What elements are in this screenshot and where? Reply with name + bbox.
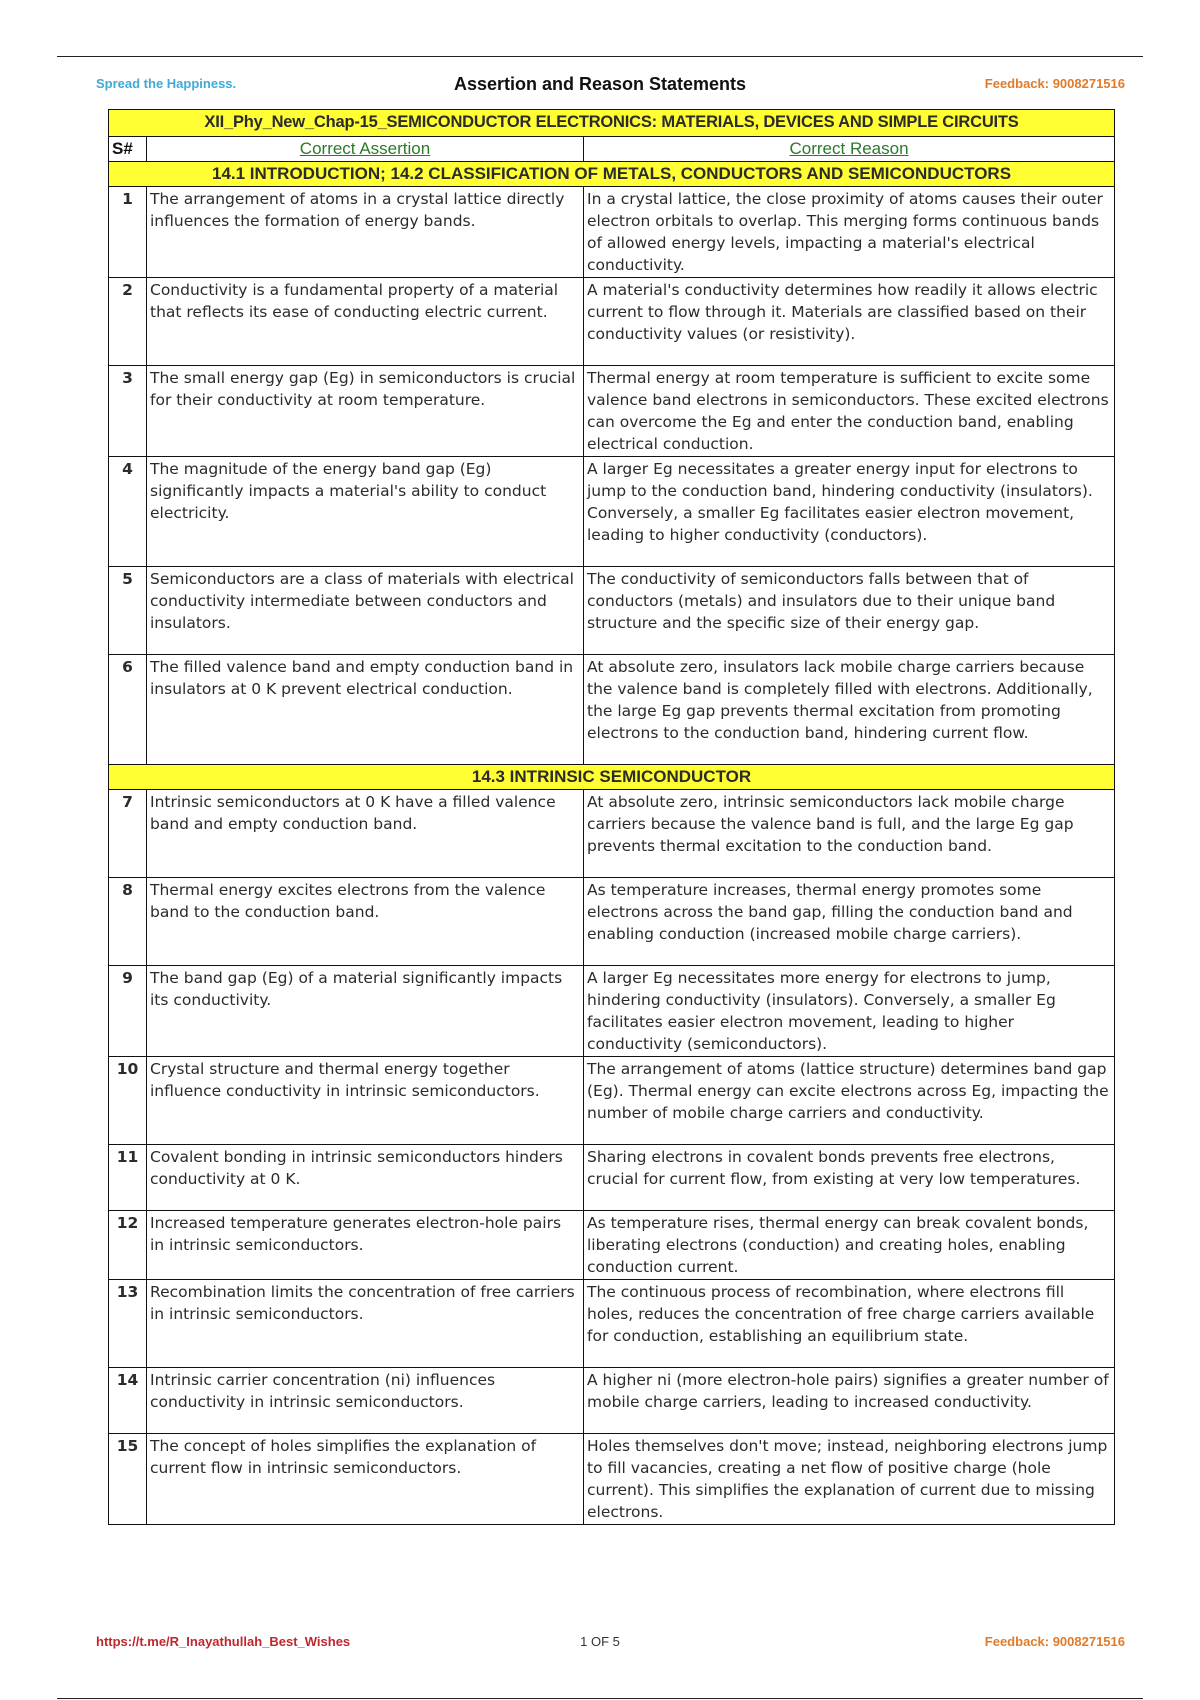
reason-cell: In a crystal lattice, the close proximity of atoms causes their outer electron orbitals to overlap. This merging forms continuous bands of allowed energy levels, impacting a material's electrical conductivity. — [584, 187, 1115, 278]
row-number: 9 — [109, 966, 147, 1057]
top-rule — [57, 56, 1143, 57]
row-number: 12 — [109, 1211, 147, 1280]
row-number: 14 — [109, 1368, 147, 1434]
reason-cell: A larger Eg necessitates more energy for electrons to jump, hindering conductivity (insulators). Conversely, a smaller Eg facilitates easier electron movement, leading to higher conductivity (semiconductors). — [584, 966, 1115, 1057]
telegram-link[interactable]: https://t.me/R_Inayathullah_Best_Wishes — [96, 1634, 351, 1649]
table-row — [109, 1211, 1115, 1280]
table-title: XII_Phy_New_Chap-15_SEMICONDUCTOR ELECTRONICS: MATERIALS, DEVICES AND SIMPLE CIRCUITS — [109, 110, 1115, 137]
reason-cell: As temperature rises, thermal energy can break covalent bonds, liberating electrons (conduction) and creating holes, enabling conduction current. — [584, 1211, 1115, 1280]
reason-cell: A higher ni (more electron-hole pairs) signifies a greater number of mobile charge carriers, leading to increased conductivity. — [584, 1368, 1115, 1434]
reason-cell: The arrangement of atoms (lattice structure) determines band gap (Eg). Thermal energy can excite electrons across Eg, impacting the number of mobile charge carriers and conductivity. — [584, 1057, 1115, 1145]
table-row — [109, 966, 1115, 1057]
row-number: 4 — [109, 457, 147, 567]
reason-cell: At absolute zero, insulators lack mobile charge carriers because the valence band is completely filled with electrons. Additionally, the large Eg gap prevents thermal excitation from promoting electrons to the conduction band, hindering current flow. — [584, 655, 1115, 765]
row-number: 8 — [109, 878, 147, 966]
reason-cell: A larger Eg necessitates a greater energy input for electrons to jump to the conduction band, hindering conductivity (insulators). Conversely, a smaller Eg facilitates easier electron movement, leading to higher conductivity (conductors). — [584, 457, 1115, 567]
assertion-cell: The arrangement of atoms in a crystal lattice directly influences the formation of energy bands. — [147, 187, 584, 278]
assertion-cell: Covalent bonding in intrinsic semiconductors hinders conductivity at 0 K. — [147, 1145, 584, 1211]
reason-cell: The conductivity of semiconductors falls between that of conductors (metals) and insulators due to their unique band structure and the specific size of their energy gap. — [584, 567, 1115, 655]
row-number: 11 — [109, 1145, 147, 1211]
row-number: 6 — [109, 655, 147, 765]
header-feedback: Feedback: 9008271516 — [984, 76, 1125, 91]
table-row — [109, 1057, 1115, 1145]
reason-cell: Thermal energy at room temperature is sufficient to excite some valence band electrons in semiconductors. These excited electrons can overcome the Eg and enter the conduction band, enabling electrical conduction. — [584, 366, 1115, 457]
assertion-cell: The band gap (Eg) of a material significantly impacts its conductivity. — [147, 966, 584, 1057]
footer-feedback: Feedback: 9008271516 — [984, 1634, 1125, 1649]
assertion-cell: The filled valence band and empty conduction band in insulators at 0 K prevent electrical conduction. — [147, 655, 584, 765]
row-number: 5 — [109, 567, 147, 655]
column-header-assertion: Correct Assertion — [147, 137, 584, 162]
assertion-cell: Crystal structure and thermal energy together influence conductivity in intrinsic semiconductors. — [147, 1057, 584, 1145]
bottom-rule — [57, 1698, 1143, 1699]
reason-cell: A material's conductivity determines how readily it allows electric current to flow through it. Materials are classified based on their conductivity values (or resistivity). — [584, 278, 1115, 366]
header-tagline: Spread the Happiness. — [96, 76, 237, 91]
column-header-sno: S# — [109, 137, 147, 162]
row-number: 10 — [109, 1057, 147, 1145]
row-number: 7 — [109, 790, 147, 878]
table-row — [109, 567, 1115, 655]
table-row — [109, 1434, 1115, 1525]
table-title-row — [109, 110, 1115, 137]
assertion-cell: Recombination limits the concentration of free carriers in intrinsic semiconductors. — [147, 1280, 584, 1368]
assertion-reason-table — [108, 109, 1115, 1525]
reason-cell: At absolute zero, intrinsic semiconductors lack mobile charge carriers because the valence band is full, and the large Eg gap prevents thermal excitation to the conduction band. — [584, 790, 1115, 878]
row-number: 15 — [109, 1434, 147, 1525]
assertion-cell: Increased temperature generates electron-hole pairs in intrinsic semiconductors. — [147, 1211, 584, 1280]
table-row — [109, 457, 1115, 567]
table-row — [109, 790, 1115, 878]
section-header-row — [109, 162, 1115, 187]
page-title: Assertion and Reason Statements — [453, 74, 747, 94]
assertion-cell: Conductivity is a fundamental property of a material that reflects its ease of conducting electric current. — [147, 278, 584, 366]
assertion-cell: The concept of holes simplifies the explanation of current flow in intrinsic semiconductors. — [147, 1434, 584, 1525]
assertion-cell: The magnitude of the energy band gap (Eg) significantly impacts a material's ability to conduct electricity. — [147, 457, 584, 567]
reason-cell: Sharing electrons in covalent bonds prevents free electrons, crucial for current flow, from existing at very low temperatures. — [584, 1145, 1115, 1211]
table-row — [109, 1145, 1115, 1211]
column-header-reason: Correct Reason — [584, 137, 1115, 162]
assertion-cell: Semiconductors are a class of materials with electrical conductivity intermediate between conductors and insulators. — [147, 567, 584, 655]
section-title: 14.3 INTRINSIC SEMICONDUCTOR — [109, 765, 1115, 790]
assertion-cell: Intrinsic semiconductors at 0 K have a filled valence band and empty conduction band. — [147, 790, 584, 878]
page-number: 1 OF 5 — [580, 1634, 620, 1649]
table-row — [109, 366, 1115, 457]
row-number: 1 — [109, 187, 147, 278]
table-row — [109, 187, 1115, 278]
assertion-cell: The small energy gap (Eg) in semiconductors is crucial for their conductivity at room temperature. — [147, 366, 584, 457]
assertion-cell: Intrinsic carrier concentration (ni) influences conductivity in intrinsic semiconductors. — [147, 1368, 584, 1434]
table-row — [109, 655, 1115, 765]
table-row — [109, 278, 1115, 366]
table-row — [109, 1368, 1115, 1434]
table-row — [109, 1280, 1115, 1368]
section-title: 14.1 INTRODUCTION; 14.2 CLASSIFICATION OF METALS, CONDUCTORS AND SEMICONDUCTORS — [109, 162, 1115, 187]
row-number: 13 — [109, 1280, 147, 1368]
row-number: 3 — [109, 366, 147, 457]
reason-cell: The continuous process of recombination, where electrons fill holes, reduces the concentration of free charge carriers available for conduction, establishing an equilibrium state. — [584, 1280, 1115, 1368]
row-number: 2 — [109, 278, 147, 366]
reason-cell: As temperature increases, thermal energy promotes some electrons across the band gap, filling the conduction band and enabling conduction (increased mobile charge carriers). — [584, 878, 1115, 966]
section-header-row — [109, 765, 1115, 790]
assertion-cell: Thermal energy excites electrons from the valence band to the conduction band. — [147, 878, 584, 966]
table-row — [109, 878, 1115, 966]
column-header-row — [109, 137, 1115, 162]
reason-cell: Holes themselves don't move; instead, neighboring electrons jump to fill vacancies, creating a net flow of positive charge (hole current). This simplifies the explanation of current due to missing electrons. — [584, 1434, 1115, 1525]
